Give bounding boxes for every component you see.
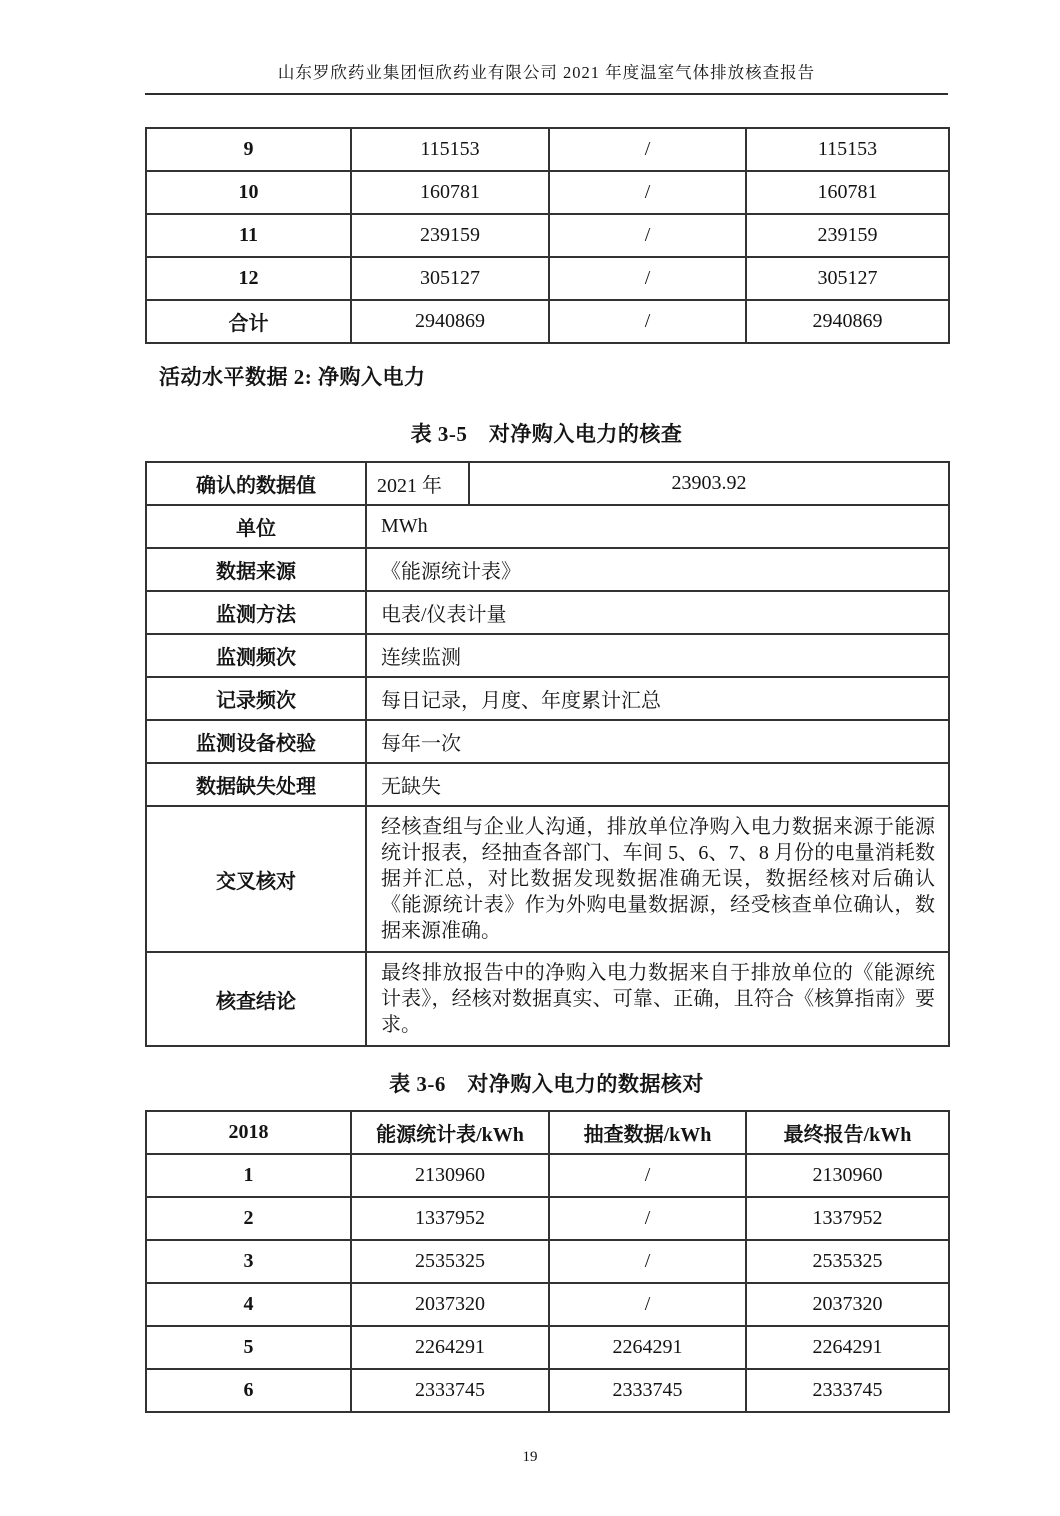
table-cell: 115153	[746, 128, 949, 171]
table-row	[146, 720, 949, 763]
table-row	[146, 591, 949, 634]
table-cell: 2333745	[746, 1369, 949, 1412]
row-label-cell: 单位	[146, 505, 366, 548]
section-heading: 活动水平数据 2: 净购入电力	[159, 365, 426, 389]
table-cell: /	[549, 1154, 746, 1197]
value-cell: 最终排放报告中的净购入电力数据来自于排放单位的《能源统计表》，经核对数据真实、可靠、正确，且符合《核算指南》要求。	[366, 952, 949, 1046]
value-cell: 23903.92	[469, 462, 949, 505]
table-cell: 2940869	[746, 300, 949, 343]
table-row-conclusion	[146, 952, 949, 1046]
value-cell: 经核查组与企业人沟通，排放单位净购入电力数据来源于能源统计报表，经抽查各部门、车间 5、6、7、8 月份的电量消耗数据并汇总，对比数据发现数据准确无误，数据经核对后确认《能源统计表》作为外购电量数据源，经受核查单位确认，数据来源准确。	[366, 806, 949, 952]
value-cell: 无缺失	[366, 763, 949, 806]
row-label-cell: 5	[146, 1326, 351, 1369]
table-cell: 2037320	[351, 1283, 549, 1326]
table-row	[146, 1283, 949, 1326]
table-row-cross-check	[146, 806, 949, 952]
table-cell: 2535325	[746, 1240, 949, 1283]
row-label-cell: 4	[146, 1283, 351, 1326]
table-row	[146, 1197, 949, 1240]
table-cell: /	[549, 1240, 746, 1283]
row-label-cell: 1	[146, 1154, 351, 1197]
running-header	[145, 0, 948, 84]
row-label-cell: 监测设备校验	[146, 720, 366, 763]
table-row	[146, 1154, 949, 1197]
row-label-cell: 监测频次	[146, 634, 366, 677]
row-label-cell: 确认的数据值	[146, 462, 366, 505]
table-cell: 2333745	[351, 1369, 549, 1412]
row-label-cell: 交叉核对	[146, 806, 366, 952]
table-cell: 2264291	[351, 1326, 549, 1369]
table-cell: 2940869	[351, 300, 549, 343]
table-cell: 160781	[746, 171, 949, 214]
table-cell: 2535325	[351, 1240, 549, 1283]
table-cell: 305127	[746, 257, 949, 300]
table-cell: 239159	[746, 214, 949, 257]
year-cell: 2021 年	[366, 462, 469, 505]
table-row	[146, 128, 949, 171]
table-cell: 160781	[351, 171, 549, 214]
page-number: 19	[522, 1449, 538, 1465]
value-cell: 《能源统计表》	[366, 548, 949, 591]
column-header: 能源统计表/kWh	[351, 1111, 549, 1154]
row-label-cell: 2	[146, 1197, 351, 1240]
value-cell: 连续监测	[366, 634, 949, 677]
value-cell: 每年一次	[366, 720, 949, 763]
table-row	[146, 677, 949, 720]
row-label-cell: 核查结论	[146, 952, 366, 1046]
table-cell: 239159	[351, 214, 549, 257]
table-cell: 1337952	[746, 1197, 949, 1240]
table-row	[146, 462, 949, 505]
table-cell: 115153	[351, 128, 549, 171]
row-label-cell: 监测方法	[146, 591, 366, 634]
value-cell: 每日记录，月度、年度累计汇总	[366, 677, 949, 720]
row-label-cell: 12	[146, 257, 351, 300]
row-label-cell: 合计	[146, 300, 351, 343]
table-cell: 2037320	[746, 1283, 949, 1326]
table-row	[146, 214, 949, 257]
table-cell: 305127	[351, 257, 549, 300]
row-label-cell: 9	[146, 128, 351, 171]
table-cell: /	[549, 171, 746, 214]
column-header: 2018	[146, 1111, 351, 1154]
row-label-cell: 10	[146, 171, 351, 214]
table-row	[146, 763, 949, 806]
table-cell: 2333745	[549, 1369, 746, 1412]
header-title: 山东罗欣药业集团恒欣药业有限公司 2021 年度温室气体排放核查报告	[277, 63, 816, 82]
row-label-cell: 数据来源	[146, 548, 366, 591]
column-header: 抽查数据/kWh	[549, 1111, 746, 1154]
table-3-6	[145, 1110, 950, 1413]
table-row	[146, 1369, 949, 1412]
table-row	[146, 634, 949, 677]
header-rule	[145, 93, 948, 95]
table-cell: /	[549, 1197, 746, 1240]
value-cell: MWh	[366, 505, 949, 548]
value-cell: 电表/仪表计量	[366, 591, 949, 634]
table-3-5-title: 表 3-5 对净购入电力的核查	[410, 422, 683, 446]
page-content	[145, 0, 948, 1413]
table-cell: 2264291	[549, 1326, 746, 1369]
column-header: 最终报告/kWh	[746, 1111, 949, 1154]
row-label-cell: 6	[146, 1369, 351, 1412]
table-cell: 2130960	[351, 1154, 549, 1197]
row-label-cell: 11	[146, 214, 351, 257]
table-cell: /	[549, 1283, 746, 1326]
table-cell: /	[549, 257, 746, 300]
table-cell: /	[549, 300, 746, 343]
table-row	[146, 1326, 949, 1369]
table-row	[146, 257, 949, 300]
table-3-5	[145, 461, 950, 1047]
row-label-cell: 3	[146, 1240, 351, 1283]
table-cell: /	[549, 214, 746, 257]
table-row	[146, 505, 949, 548]
row-label-cell: 记录频次	[146, 677, 366, 720]
activity-data-table-continued	[145, 127, 950, 344]
table-3-6-title: 表 3-6 对净购入电力的数据核对	[389, 1072, 704, 1096]
table-row	[146, 171, 949, 214]
row-label-cell: 数据缺失处理	[146, 763, 366, 806]
table-row	[146, 1240, 949, 1283]
table-cell: 2130960	[746, 1154, 949, 1197]
table-row-total	[146, 300, 949, 343]
table-cell: /	[549, 128, 746, 171]
table-cell: 2264291	[746, 1326, 949, 1369]
table-row	[146, 548, 949, 591]
table-cell: 1337952	[351, 1197, 549, 1240]
table-header-row	[146, 1111, 949, 1154]
